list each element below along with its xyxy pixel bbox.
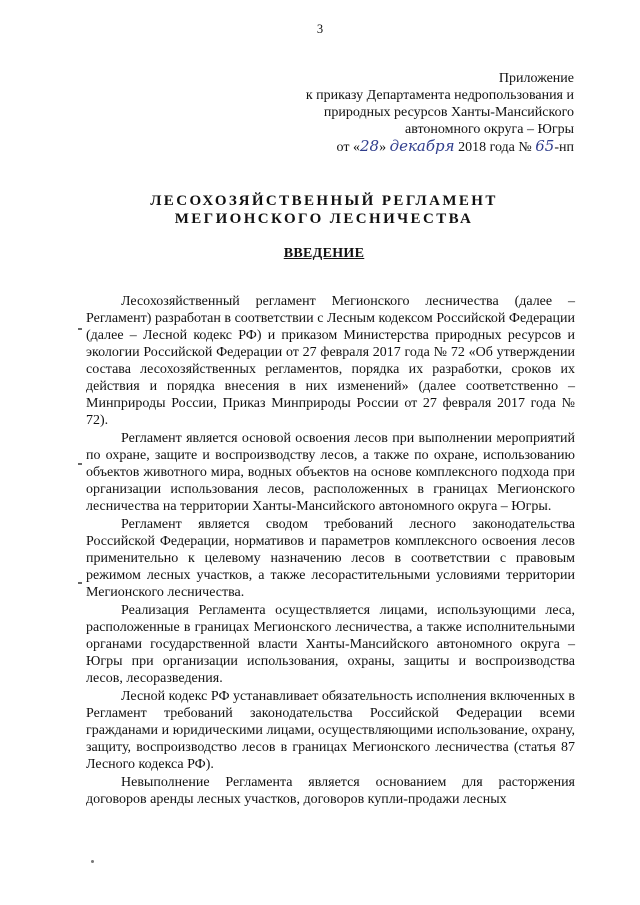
order-date-line [254,138,574,156]
date-prefix: от « [336,140,360,155]
paragraph: Лесохозяйственный регламент Мегионского лесничества (далее – Регламент) разработан в соответствии с Лесным кодексом Российской Федерации (далее – Лесной кодекс РФ) и приказом Министерства природных ресурсов и экологии Российской Федерации от 27 февраля 2017 года № 72 «Об утверждении состава лесохозяйственных регламентов, порядка их разработки, сроков их действия и порядка внесения в них изменений» (далее соответственно – Минприроды России, Приказ Минприроды России от 27 февраля 2017 года № 72). [86,294,575,428]
paragraph: Регламент является основой освоения лесов при выполнении мероприятий по охране, защите и воспроизводству лесов, а также по охране, использованию объектов животного мира, водных объектов на основе комплексного подхода при организации использования лесов, расположенных в границах Мегионского лесничества на территории Ханты-Мансийского автономного округа – Югры. [86,431,575,514]
page-number: 3 [316,22,324,36]
date-separator: » [379,140,390,155]
scan-speck [91,860,94,863]
scan-edge-mark [78,463,82,465]
order-suffix: -нп [554,140,574,155]
scan-edge-mark [78,328,82,330]
document-title [0,192,640,228]
document-title-line2: МЕГИОНСКОГО ЛЕСНИЧЕСТВА [174,211,474,227]
appendix-label: Приложение [498,71,574,86]
appendix-department-line: природных ресурсов Ханты-Мансийского [323,105,574,120]
appendix-header [254,70,574,156]
document-title-line1: ЛЕСОХОЗЯЙСТВЕННЫЙ РЕГЛАМЕНТ [150,193,498,209]
paragraph: Регламент является сводом требований лесного законодательства Российской Федерации, нормативов и параметров комплексного освоения лесов применительно к целевому назначению лесов в соответствии с правовым режимом лесных участков, а также лесорастительными условиями территории Мегионского лесничества. [86,517,575,600]
date-year-text: 2018 года № [454,140,536,155]
handwritten-day: 28 [359,137,380,155]
body-text [86,293,575,809]
paragraph: Реализация Регламента осуществляется лицами, использующими леса, расположенные в границах Мегионского лесничества, а также исполнительными органами государственной власти Ханты-Мансийского автономного округа – Югры при организации использования, охраны, защиты и воспроизводства лесов, лесоразведения. [86,603,575,686]
handwritten-order-number: 65 [535,137,555,155]
section-title: ВВЕДЕНИЕ [283,246,365,261]
paragraph: Невыполнение Регламента является основанием для расторжения договоров аренды лесных участков, договоров купли-продажи лесных [86,775,575,807]
handwritten-month: декабря [389,137,455,155]
appendix-region-line: автономного округа – Югры [405,122,574,137]
appendix-order-ref-line: к приказу Департамента недропользования и [305,88,574,103]
paragraph: Лесной кодекс РФ устанавливает обязательность исполнения включенных в Регламент требований законодательства Российской Федерации всеми гражданами и юридическими лицами, осуществляющими использование, охрану, защиту, воспроизводство лесов в границах Мегионского лесничества (статья 87 Лесного кодекса РФ). [86,689,575,772]
scan-edge-mark [78,582,82,584]
